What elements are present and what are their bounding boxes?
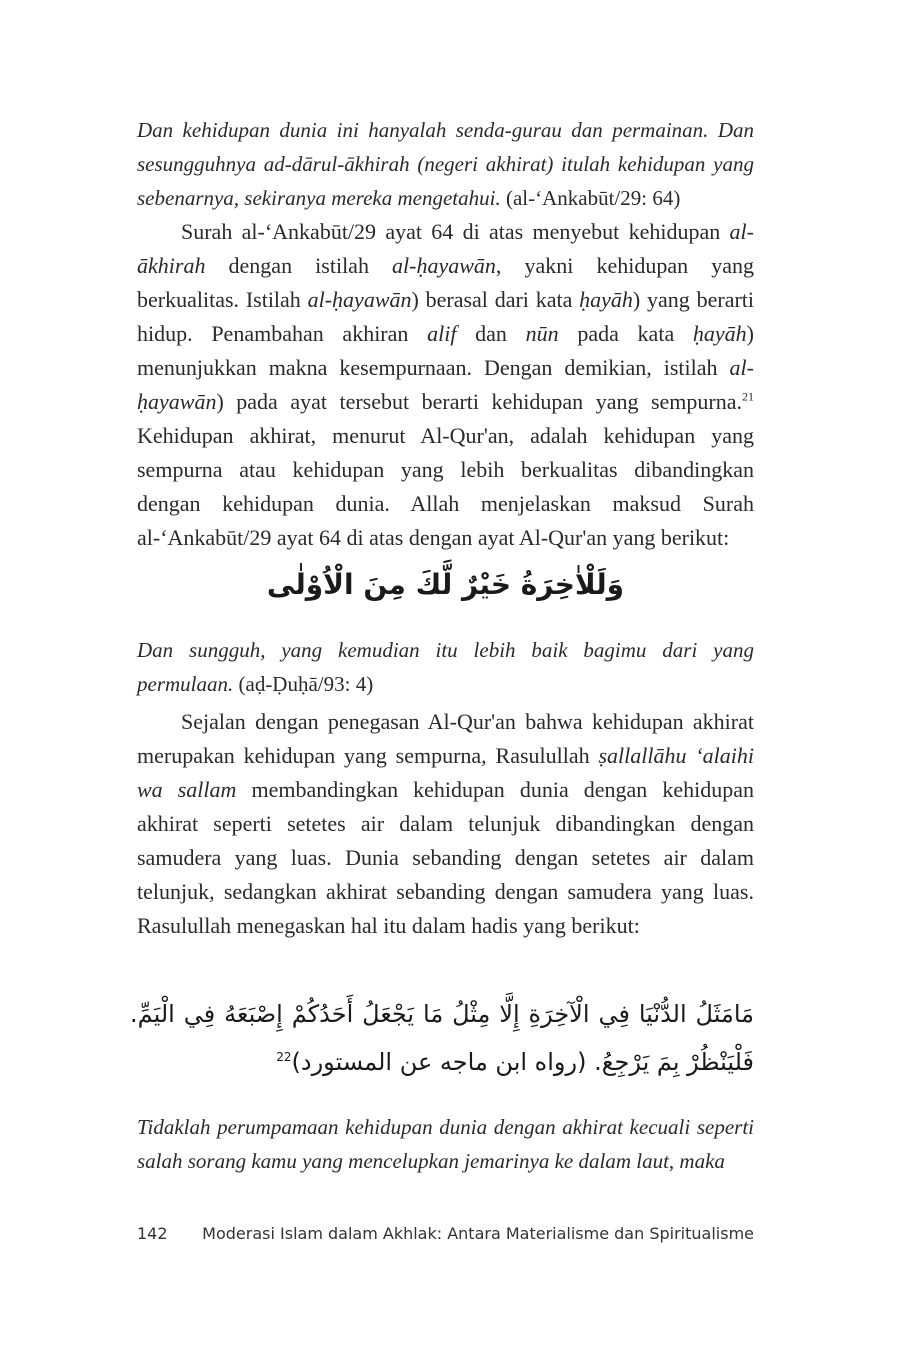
text-run: dan <box>456 321 526 346</box>
italic-term: ṣallallāhu ‘alaihi wa sallam <box>137 743 754 802</box>
italic-term: ḥayāh <box>579 287 633 312</box>
hadith-arabic <box>130 990 754 1086</box>
paragraph-hadith-intro <box>137 705 754 943</box>
text-run: Sejalan dengan penegasan Al-Qur'an bahwa kehidupan akhirat merupakan kehidupan yang sempurna, Rasulullah <box>137 709 754 768</box>
translation-block-ankabut <box>137 113 754 215</box>
text-run: dengan istilah <box>205 253 393 278</box>
italic-term: alif <box>427 321 457 346</box>
text-run: membandingkan kehidupan dunia dengan kehidupan akhirat seperti setetes air dalam telunjuk dibandingkan dengan samudera yang luas. Dunia sebanding dengan setetes air dalam telunjuk, sedangkan akhirat sebanding dengan samudera yang luas. Rasulullah menegaskan hal itu dalam hadis yang berikut: <box>137 777 754 938</box>
paragraph-hayawan <box>137 215 754 555</box>
text-run: ) pada ayat tersebut berarti kehidupan yang sempurna. <box>216 389 742 414</box>
italic-term: al-ḥayawān <box>307 287 412 312</box>
footnote-marker: 22 <box>276 1050 292 1064</box>
translation-block-hadith <box>137 1110 754 1178</box>
translation-text: Tidaklah perumpamaan kehidupan dunia dengan akhirat kecuali seperti salah sorang kamu yang mencelupkan jemarinya ke dalam laut, maka <box>137 1115 754 1173</box>
translation-text: Dan kehidupan dunia ini hanyalah senda-gurau dan permainan. Dan sesungguhnya ad-dārul-ākhirah (negeri akhirat) itulah kehidupan yang sebenarnya, sekiranya mereka mengetahui. <box>137 118 754 210</box>
text-run: pada kata <box>558 321 693 346</box>
verse-reference: (aḍ-Ḍuḥā/93: 4) <box>233 672 374 696</box>
text-run: ) berasal dari kata <box>411 287 580 312</box>
translation-block-duha <box>137 633 754 701</box>
quran-verse-arabic: وَلَلْاٰخِرَةُ خَيْرٌ لَّكَ مِنَ الْاُوْلٰى <box>266 568 625 601</box>
footnote-marker: 21 <box>742 389 754 404</box>
text-run: Kehidupan akhirat, menurut Al-Qur'an, adalah kehidupan yang sempurna atau kehidupan yang lebih berkualitas dibandingkan dengan kehidupan dunia. Allah menjelaskan maksud Surah al-‘Ankabūt/29 ayat 64 di atas dengan ayat Al-Qur'an yang berikut: <box>137 423 754 550</box>
italic-term: al-ḥayawān <box>137 355 754 414</box>
running-title: Moderasi Islam dalam Akhlak: Antara Materialisme dan Spiritualisme <box>202 1224 754 1243</box>
italic-term: ḥayāh <box>692 321 747 346</box>
italic-term: nūn <box>525 321 559 346</box>
text-run: , yakni kehidupan yang berkualitas. Istilah <box>137 253 754 312</box>
translation-text: Dan sungguh, yang kemudian itu lebih baik bagimu dari yang permulaan. <box>137 638 754 696</box>
hadith-text: مَامَثَلُ الدُّنْيَا فِي الْآخِرَةِ إِلَّا مِثْلُ مَا يَجْعَلُ أَحَدُكُمْ إِصْبَعَهُ فِي الْيَمِّ. فَلْيَنْظُرْ بِمَ يَرْجِعُ. (رواه ابن ماجه عن المستورد) <box>130 1000 754 1076</box>
page-number: 142 <box>137 1224 168 1243</box>
text-run: Surah al-‘Ankabūt/29 ayat 64 di atas menyebut kehidupan <box>181 219 730 244</box>
italic-term: al-ḥayawān <box>392 253 496 278</box>
text-run: ) menunjukkan makna kesempurnaan. Dengan demikian, istilah <box>137 321 754 380</box>
verse-reference: (al-‘Ankabūt/29: 64) <box>500 186 681 210</box>
italic-term: al-ākhirah <box>137 219 754 278</box>
text-run: ) yang berarti hidup. Penambahan akhiran <box>137 287 755 346</box>
